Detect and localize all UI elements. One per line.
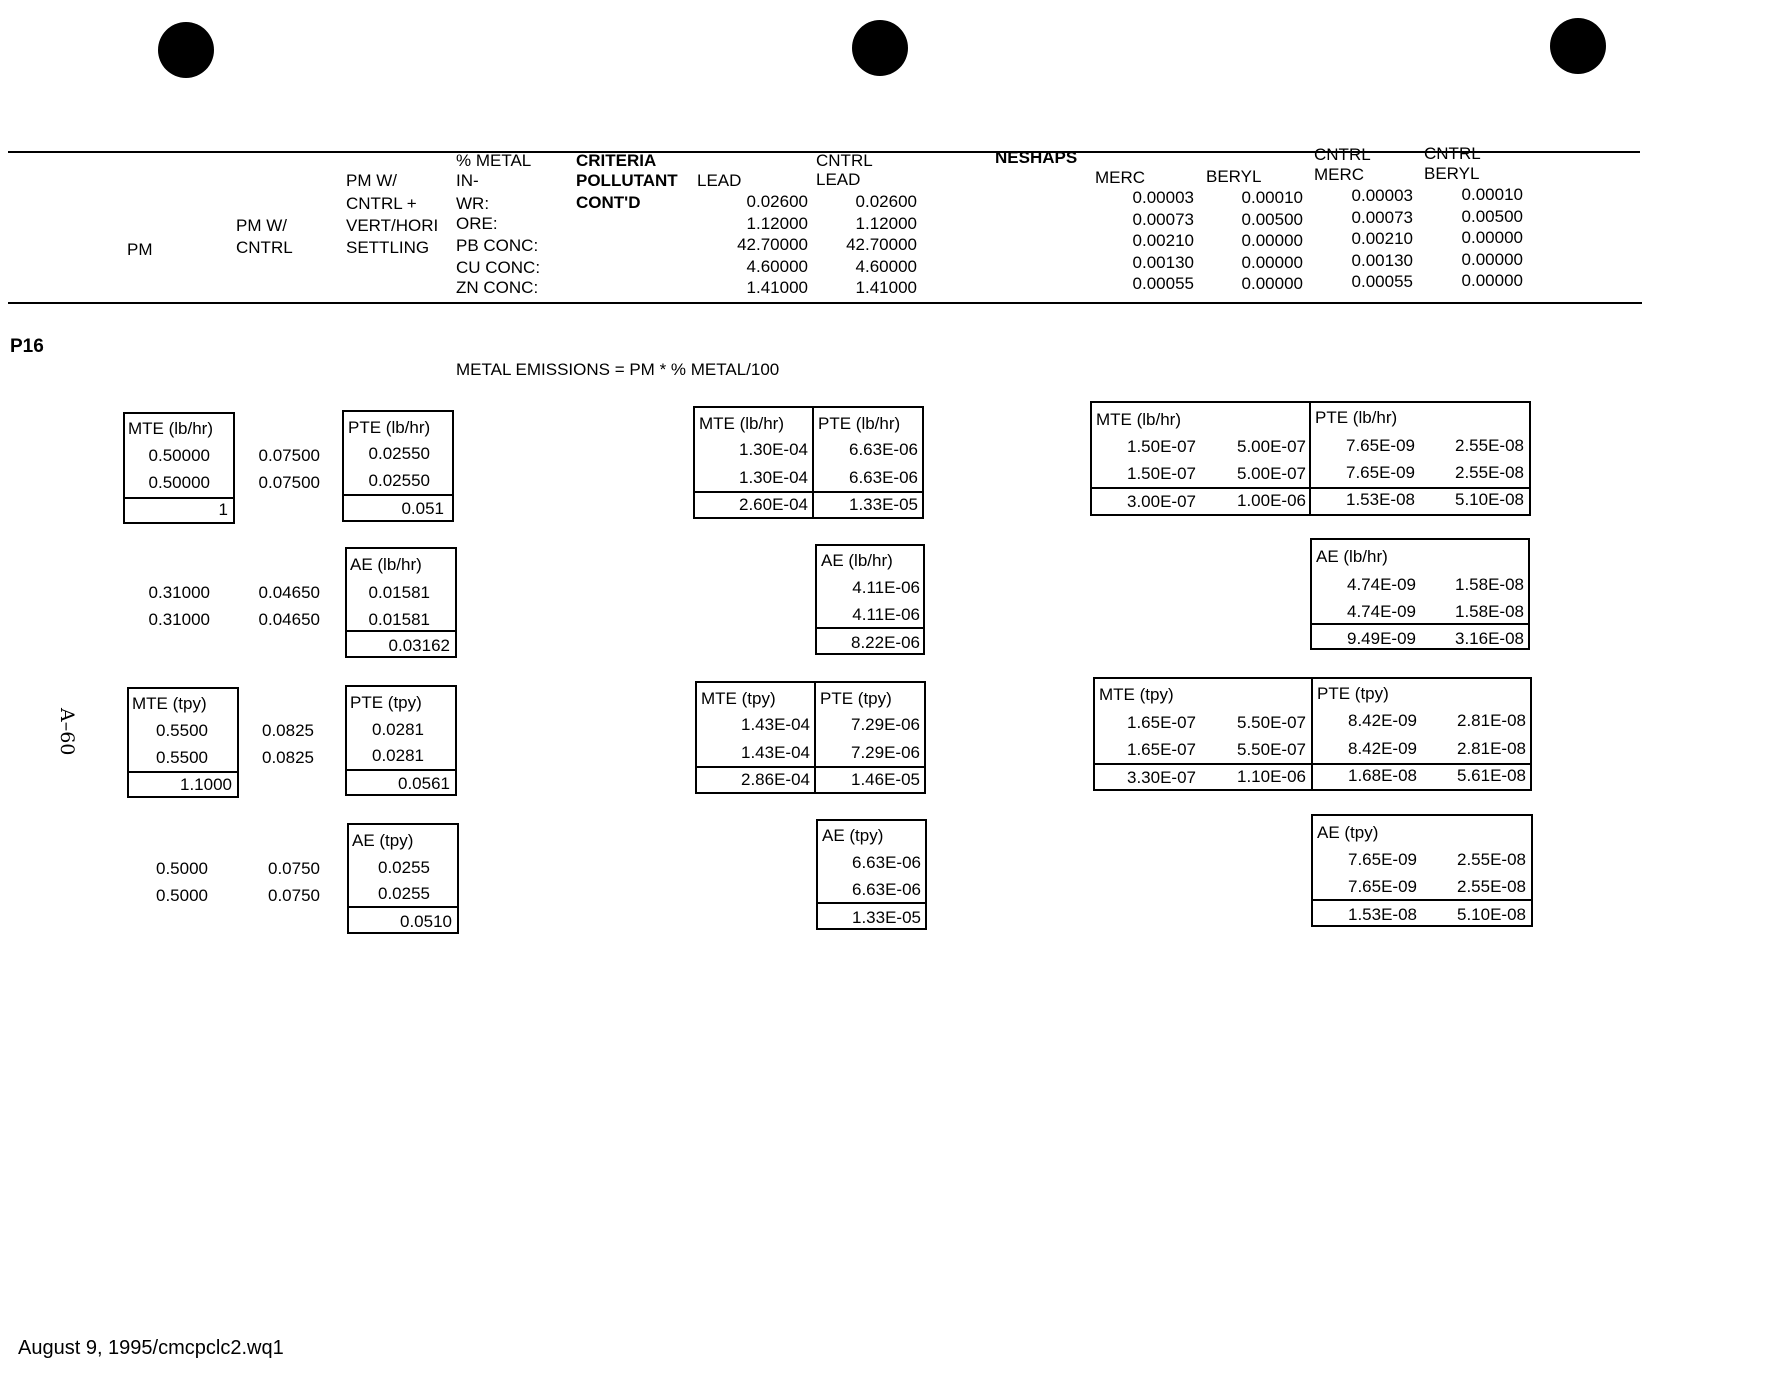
header-merc-value: 0.00073: [1132, 209, 1194, 229]
pte-tpy-value: 0.0281: [372, 720, 424, 739]
punch-hole-right: [1550, 18, 1606, 74]
neshaps-ae-tpy-cntrl-merc: 7.65E-09: [1348, 877, 1417, 896]
lead-ae-lbhr-total-rule: [815, 627, 925, 629]
neshaps-lbhr-beryl: 5.00E-07: [1237, 464, 1306, 483]
section-id: P16: [10, 336, 44, 357]
lead-lbhr-mte-value: 1.30E-04: [739, 440, 808, 459]
header-bottom-rule: [8, 302, 1642, 304]
pte-tpy-total: 0.0561: [398, 774, 450, 793]
pte-tpy-total-rule: [345, 769, 457, 771]
lead-lbhr-mte-label: MTE (lb/hr): [699, 414, 784, 433]
neshaps-tpy-beryl: 5.50E-07: [1237, 713, 1306, 732]
neshaps-ae-tpy-cntrl-beryl-total: 5.10E-08: [1457, 905, 1526, 924]
header-lead-value: 1.41000: [746, 278, 808, 297]
mte-lbhr-value: 0.50000: [148, 446, 210, 465]
lead-ae-lbhr-label: AE (lb/hr): [821, 551, 893, 570]
header-merc-value: 0.00130: [1132, 252, 1194, 272]
neshaps-ae-lbhr-cntrl-merc-total: 9.49E-09: [1347, 629, 1416, 648]
neshaps-ae-tpy-cntrl-merc-total: 1.53E-08: [1348, 905, 1417, 924]
header-cntrl-lead-value: 42.70000: [846, 235, 917, 254]
header-cntrl-merc-value: 0.00003: [1351, 186, 1413, 205]
mid-tpy-value: 0.0825: [262, 748, 314, 767]
lead-lbhr-mte-total: 2.60E-04: [739, 495, 808, 514]
neshaps-ae-tpy-total-rule: [1311, 899, 1533, 901]
header-beryl-value: 0.00000: [1241, 252, 1303, 272]
lead-tpy-pte-label: PTE (tpy): [820, 689, 892, 708]
header-pct-metal-6: CU CONC:: [456, 258, 541, 277]
neshaps-tpy-merc: 1.65E-07: [1127, 713, 1196, 732]
header-pct-metal-3: WR:: [456, 194, 490, 213]
header-cntrl-beryl-value: 0.00000: [1461, 271, 1523, 290]
lead-ae-tpy-value: 6.63E-06: [852, 880, 921, 899]
neshaps-ae-tpy-cntrl-beryl: 2.55E-08: [1457, 850, 1526, 869]
ae-tpy-mid-value: 0.0750: [268, 886, 320, 905]
ae-tpy-total: 0.0510: [400, 912, 452, 931]
header-pm: PM: [127, 240, 153, 259]
mid-tpy-value: 0.0825: [262, 721, 314, 740]
header-cntrl-beryl-col: [1416, 184, 1523, 292]
header-pm-w-cntrl-plus-4: SETTLING: [346, 238, 430, 257]
header-beryl-value: 0.00000: [1241, 274, 1303, 293]
lead-lbhr-total-rule: [693, 491, 924, 493]
lead-tpy-mte-value: 1.43E-04: [741, 743, 810, 762]
header-criteria-2: POLLUTANT: [576, 171, 678, 190]
header-lead-value: 42.70000: [737, 235, 808, 254]
header-cntrl-lead-label-2: LEAD: [816, 170, 861, 189]
neshaps-tpy-cntrl-merc: 8.42E-09: [1348, 711, 1417, 730]
header-pct-metal-2: IN-: [456, 171, 479, 190]
header-pct-metal-7: ZN CONC:: [456, 278, 539, 297]
footer-filename: August 9, 1995/cmcpclc2.wq1: [18, 1337, 284, 1359]
lead-tpy-pte-value: 7.29E-06: [851, 715, 920, 734]
header-pm-w-cntrl-plus-2: CNTRL +: [346, 194, 417, 213]
mte-lbhr-total: 1: [218, 500, 228, 519]
lead-lbhr-pte-value: 6.63E-06: [849, 468, 918, 487]
ae-lbhr-value: 0.01581: [368, 583, 430, 602]
lead-ae-tpy-value: 6.63E-06: [852, 853, 921, 872]
neshaps-ae-lbhr-cntrl-merc: 4.74E-09: [1347, 575, 1416, 594]
header-beryl-label: BERYL: [1206, 167, 1262, 186]
neshaps-tpy-cntrl-merc: 8.42E-09: [1348, 739, 1417, 758]
neshaps-ae-tpy-cntrl-beryl: 2.55E-08: [1457, 877, 1526, 896]
mte-lbhr-label: MTE (lb/hr): [128, 419, 213, 438]
header-merc-value: 0.00210: [1132, 231, 1194, 250]
header-cntrl-lead-value: 4.60000: [855, 256, 917, 276]
neshaps-lbhr-pte-label: PTE (lb/hr): [1315, 408, 1398, 427]
neshaps-tpy-cntrl-beryl: 5.61E-08: [1457, 766, 1526, 785]
header-cntrl-lead-value: 0.02600: [855, 192, 917, 211]
ae-tpy-pm-value: 0.5000: [156, 859, 208, 878]
header-cntrl-beryl-1: CNTRL: [1424, 144, 1481, 163]
header-cntrl-lead-value: 1.41000: [855, 278, 917, 297]
header-lead-col: [700, 191, 808, 299]
ae-pm-value: 0.31000: [148, 610, 210, 629]
header-merc-value: 0.00003: [1132, 188, 1194, 207]
neshaps-lbhr-merc: 1.50E-07: [1127, 464, 1196, 483]
formula: METAL EMISSIONS = PM * % METAL/100: [456, 360, 780, 379]
neshaps-tpy-cntrl-merc: 1.68E-08: [1348, 766, 1417, 785]
lead-ae-lbhr-value: 4.11E-06: [852, 578, 920, 597]
ae-tpy-value: 0.0255: [378, 884, 430, 903]
pte-lbhr-total-rule: [342, 494, 454, 496]
mte-lbhr-total-rule: [123, 497, 235, 499]
ae-tpy-pm-value: 0.5000: [156, 886, 208, 905]
neshaps-lbhr-cntrl-beryl: 2.55E-08: [1455, 436, 1524, 455]
header-cntrl-merc-value: 0.00210: [1351, 229, 1413, 248]
ae-mid-value: 0.04650: [258, 610, 320, 629]
header-cntrl-beryl-value: 0.00000: [1461, 249, 1523, 269]
lead-tpy-pte-total: 1.46E-05: [851, 770, 920, 789]
ae-lbhr-value: 0.01581: [368, 610, 430, 629]
header-merc-label: MERC: [1095, 168, 1146, 187]
neshaps-tpy-merc: 3.30E-07: [1127, 768, 1196, 787]
pte-lbhr-value: 0.02550: [368, 444, 430, 463]
neshaps-ae-tpy-label: AE (tpy): [1317, 823, 1379, 842]
neshaps-ae-lbhr-cntrl-beryl-total: 3.16E-08: [1455, 629, 1524, 648]
neshaps-lbhr-cntrl-beryl: 5.10E-08: [1455, 490, 1524, 509]
lead-ae-tpy-label: AE (tpy): [822, 826, 884, 845]
lead-lbhr-pte-value: 6.63E-06: [849, 440, 918, 459]
header-lead-label: LEAD: [697, 171, 742, 190]
ae-mid-value: 0.04650: [258, 583, 320, 602]
header-criteria-1: CRITERIA: [576, 151, 657, 170]
header-cntrl-lead-value: 1.12000: [855, 213, 917, 233]
mte-lbhr-value: 0.50000: [148, 473, 210, 492]
header-pct-metal-4: ORE:: [456, 214, 498, 233]
lead-ae-lbhr-total: 8.22E-06: [851, 633, 920, 652]
side-page-label: A–60: [56, 708, 78, 756]
ae-tpy-value: 0.0255: [378, 858, 430, 877]
mte-tpy-value: 0.5500: [156, 721, 208, 740]
ae-tpy-mid-value: 0.0750: [268, 859, 320, 878]
mid-lbhr-value: 0.07500: [258, 473, 320, 492]
header-pct-metal-5: PB CONC:: [456, 236, 539, 255]
ae-tpy-label: AE (tpy): [352, 831, 414, 850]
lead-ae-tpy-total: 1.33E-05: [852, 908, 921, 927]
neshaps-tpy-cntrl-beryl: 2.81E-08: [1457, 711, 1526, 730]
header-merc-value: 0.00055: [1132, 274, 1194, 293]
header-cntrl-beryl-value: 0.00010: [1461, 185, 1523, 204]
neshaps-lbhr-merc: 1.50E-07: [1127, 437, 1196, 456]
header-merc-col: [1090, 187, 1194, 295]
header-cntrl-lead-col: [810, 191, 917, 299]
mte-tpy-total-rule: [127, 771, 239, 773]
ae-lbhr-total-rule: [345, 630, 457, 632]
neshaps-tpy-beryl: 1.10E-06: [1237, 767, 1306, 786]
header-cntrl-beryl-value: 0.00500: [1461, 206, 1523, 226]
lead-lbhr-mte-value: 1.30E-04: [739, 468, 808, 487]
neshaps-lbhr-cntrl-beryl: 2.55E-08: [1455, 463, 1524, 482]
ae-lbhr-label: AE (lb/hr): [350, 555, 422, 574]
header-cntrl-merc-2: MERC: [1314, 165, 1365, 184]
neshaps-ae-tpy-cntrl-merc: 7.65E-09: [1348, 850, 1417, 869]
mid-lbhr-value: 0.07500: [258, 446, 320, 465]
header-pm-w-cntrl-1: PM W/: [236, 216, 287, 235]
pte-tpy-value: 0.0281: [372, 746, 424, 765]
ae-pm-value: 0.31000: [148, 583, 210, 602]
header-beryl-col: [1198, 187, 1303, 295]
header-criteria-3: CONT'D: [576, 193, 641, 212]
neshaps-ae-lbhr-cntrl-beryl: 1.58E-08: [1455, 602, 1524, 621]
header-cntrl-lead-label-1: CNTRL: [816, 151, 873, 170]
neshaps-lbhr-total-rule: [1090, 487, 1531, 489]
neshaps-lbhr-beryl: 5.00E-07: [1237, 437, 1306, 456]
lead-tpy-mte-value: 1.43E-04: [741, 715, 810, 734]
pte-tpy-label: PTE (tpy): [350, 693, 422, 712]
header-cntrl-beryl-value: 0.00000: [1461, 228, 1523, 247]
neshaps-tpy-pte-label: PTE (tpy): [1317, 684, 1389, 703]
neshaps-lbhr-cntrl-merc: 1.53E-08: [1346, 490, 1415, 509]
punch-hole-left: [158, 22, 214, 78]
header-beryl-value: 0.00500: [1241, 209, 1303, 229]
header-cntrl-beryl-2: BERYL: [1424, 164, 1480, 183]
lead-ae-lbhr-value: 4.11E-06: [852, 605, 920, 624]
neshaps-tpy-total-rule: [1093, 763, 1532, 765]
header-cntrl-merc-value: 0.00055: [1351, 272, 1413, 291]
header-pm-w-cntrl-plus-3: VERT/HORI: [346, 216, 439, 235]
mte-tpy-label: MTE (tpy): [132, 694, 207, 713]
header-pm-w-cntrl-plus-1: PM W/: [346, 171, 397, 190]
header-lead-value: 0.02600: [746, 192, 808, 211]
header-neshaps: NESHAPS: [995, 148, 1078, 167]
lead-lbhr-pte-total: 1.33E-05: [849, 495, 918, 514]
neshaps-ae-lbhr-label: AE (lb/hr): [1316, 547, 1388, 566]
neshaps-ae-lbhr-total-rule: [1310, 623, 1530, 625]
header-lead-value: 1.12000: [746, 213, 808, 233]
punch-hole-center: [852, 20, 908, 76]
ae-tpy-total-rule: [347, 906, 459, 908]
lead-tpy-mte-total: 2.86E-04: [741, 770, 810, 789]
neshaps-ae-lbhr-cntrl-beryl: 1.58E-08: [1455, 575, 1524, 594]
header-beryl-value: 0.00010: [1241, 188, 1303, 207]
neshaps-tpy-mte-label: MTE (tpy): [1099, 685, 1174, 704]
header-cntrl-merc-1: CNTRL: [1314, 145, 1371, 164]
header-cntrl-merc-col: [1306, 185, 1413, 293]
neshaps-ae-lbhr-cntrl-merc: 4.74E-09: [1347, 602, 1416, 621]
mte-tpy-value: 0.5500: [156, 748, 208, 767]
lead-lbhr-pte-label: PTE (lb/hr): [818, 414, 901, 433]
header-cntrl-merc-value: 0.00130: [1351, 250, 1413, 270]
lead-tpy-mte-label: MTE (tpy): [701, 689, 776, 708]
neshaps-tpy-merc: 1.65E-07: [1127, 740, 1196, 759]
neshaps-lbhr-cntrl-merc: 7.65E-09: [1346, 463, 1415, 482]
neshaps-lbhr-cntrl-merc: 7.65E-09: [1346, 436, 1415, 455]
header-pm-w-cntrl-2: CNTRL: [236, 238, 293, 257]
neshaps-lbhr-merc: 3.00E-07: [1127, 492, 1196, 511]
lead-tpy-pte-value: 7.29E-06: [851, 743, 920, 762]
header-pct-metal-1: % METAL: [456, 151, 532, 170]
pte-lbhr-label: PTE (lb/hr): [348, 418, 431, 437]
neshaps-lbhr-mte-label: MTE (lb/hr): [1096, 410, 1181, 429]
ae-lbhr-total: 0.03162: [388, 636, 450, 655]
lead-ae-tpy-total-rule: [816, 902, 927, 904]
header-lead-value: 4.60000: [746, 256, 808, 276]
neshaps-tpy-beryl: 5.50E-07: [1237, 740, 1306, 759]
pte-lbhr-value: 0.02550: [368, 471, 430, 490]
pte-lbhr-total: 0.051: [401, 499, 444, 518]
header-cntrl-merc-value: 0.00073: [1351, 207, 1413, 227]
lead-tpy-total-rule: [695, 766, 926, 768]
header-beryl-value: 0.00000: [1241, 231, 1303, 250]
mte-tpy-total: 1.1000: [180, 775, 232, 794]
neshaps-tpy-cntrl-beryl: 2.81E-08: [1457, 739, 1526, 758]
neshaps-lbhr-beryl: 1.00E-06: [1237, 491, 1306, 510]
